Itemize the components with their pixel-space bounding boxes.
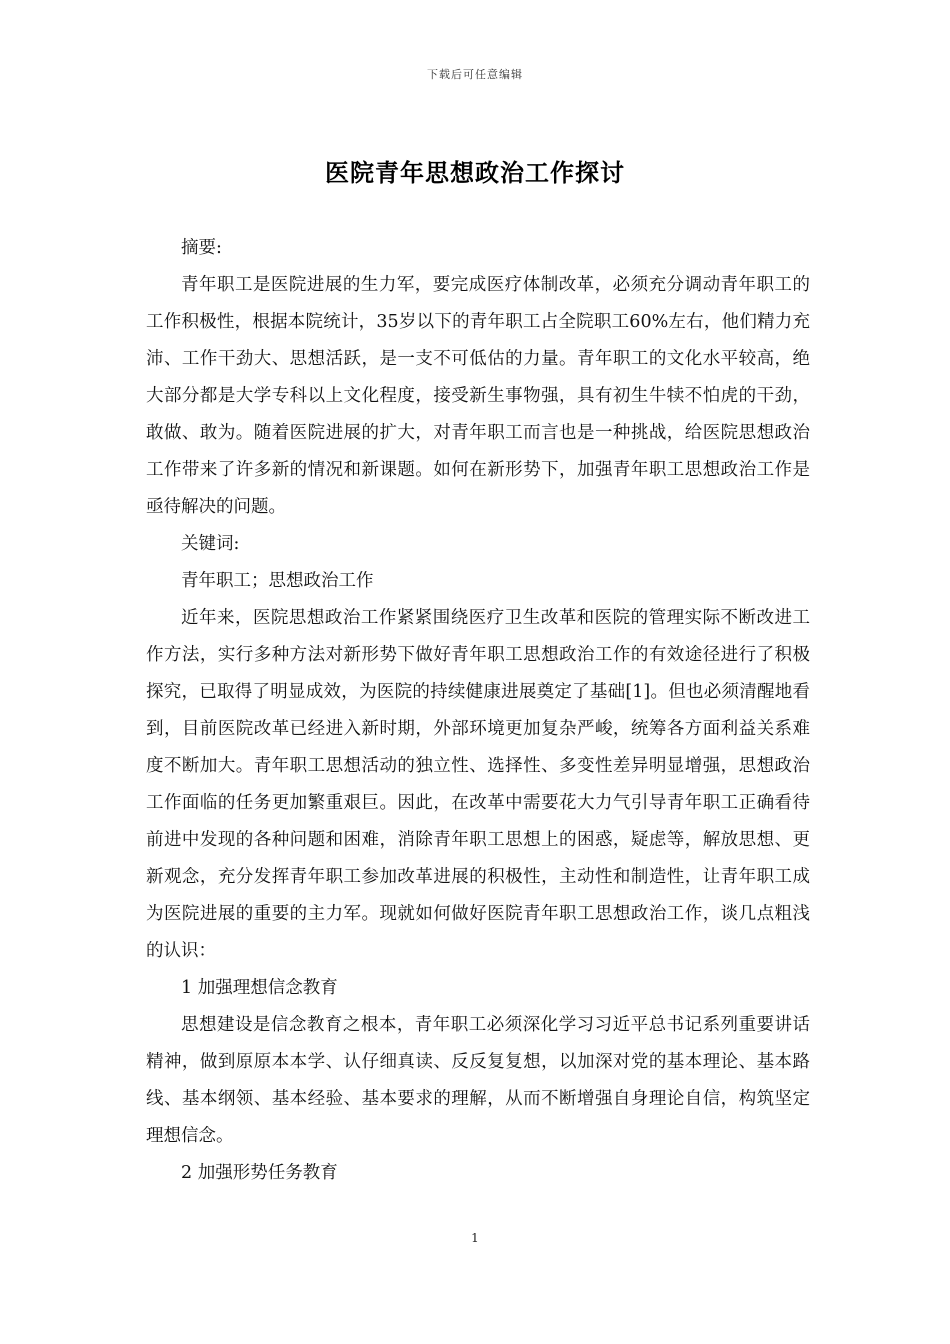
abstract-paragraph: 青年职工是医院进展的生力军，要完成医疗体制改革，必须充分调动青年职工的工作积极性，根据本院统计，35岁以下的青年职工占全院职工60%左右，他们精力充沛、工作干劲大、思想活跃，是一支不可低估的力量。青年职工的文化水平较高，绝大部分都是大学专科以上文化程度，接受新生事物强，具有初生牛犊不怕虎的干劲，敢做、敢为。随着医院进展的扩大，对青年职工而言也是一种挑战，给医院思想政治工作带来了许多新的情况和新课题。如何在新形势下，加强青年职工思想政治工作是亟待解决的问题。 [146, 275, 810, 517]
section-2-heading: 2 加强形势任务教育 [181, 1163, 338, 1183]
keywords-label: 关键词: [181, 534, 240, 554]
intro-paragraph: 近年来，医院思想政治工作紧紧围绕医疗卫生改革和医院的管理实际不断改进工作方法，实行多种方法对新形势下做好青年职工思想政治工作的有效途径进行了积极探究，已取得了明显成效，为医院的持续健康进展奠定了基础[1]。但也必须清醒地看到，目前医院改革已经进入新时期，外部环境更加复杂严峻，统筹各方面利益关系难度不断加大。青年职工思想活动的独立性、选择性、多变性差异明显增强，思想政治工作面临的任务更加繁重艰巨。因此，在改革中需要花大力气引导青年职工正确看待前进中发现的各种问题和困难，消除青年职工思想上的困惑，疑虑等，解放思想、更新观念，充分发挥青年职工参加改革进展的积极性，主动性和制造性，让青年职工成为医院进展的重要的主力军。现就如何做好医院青年职工思想政治工作，谈几点粗浅的认识： [146, 608, 810, 961]
document-body [146, 230, 810, 1192]
section-1-heading: 1 加强理想信念教育 [181, 978, 338, 998]
page-number: 1 [471, 1231, 479, 1245]
abstract-label: 摘要: [181, 238, 222, 258]
page-header-note: 下载后可任意编辑 [427, 68, 523, 81]
document-title: 医院青年思想政治工作探讨 [325, 159, 625, 187]
section-1-paragraph: 思想建设是信念教育之根本，青年职工必须深化学习习近平总书记系列重要讲话精神，做到原原本本学、认仔细真读、反反复复想，以加深对党的基本理论、基本路线、基本纲领、基本经验、基本要求的理解，从而不断增强自身理论自信，构筑坚定理想信念。 [146, 1015, 810, 1146]
keywords-paragraph: 青年职工；思想政治工作 [181, 571, 374, 591]
